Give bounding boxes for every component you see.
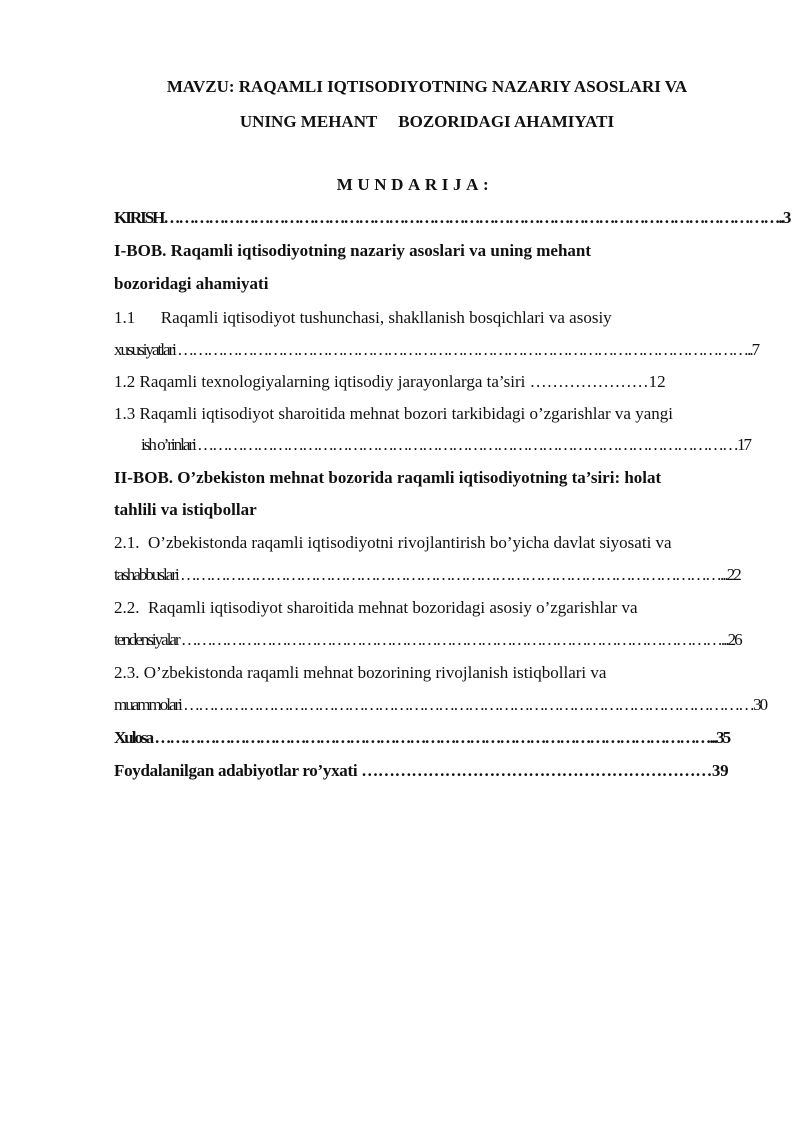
toc-line: muammolari ……………………………………………………………………………………………………30 (114, 695, 767, 714)
toc-line: ish o’rinlari ………………………………………………………………………………………………17 (141, 435, 751, 454)
toc-line: Foydalanilgan adabiyotlar ro’yxati ………………………………………………………39 (114, 761, 729, 780)
toc-line: I-BOB. Raqamli iqtisodiyotning nazariy asoslari va uning mehant (114, 241, 592, 260)
contents-heading: MUNDARIJA: (336, 175, 494, 194)
toc-line: tashabbuslari ………………………………………………………………………………………………...22 (114, 565, 740, 584)
document-title-line-1: MAVZU: RAQAMLI IQTISODIYOTNING NAZARIY ASOSLARI VA (166, 77, 688, 96)
toc-line: tendensiyalar ………………………………………………………………………………………………...26 (114, 630, 741, 649)
toc-line: bozoridagi ahamiyati (114, 274, 269, 293)
toc-line: 1.2 Raqamli texnologiyalarning iqtisodiy jarayonlarga ta’siri …………………12 (114, 372, 666, 391)
toc-line: 1.3 Raqamli iqtisodiyot sharoitida mehnat bozori tarkibidagi o’zgarishlar va yangi (114, 404, 673, 423)
toc-line: tahlili va istiqbollar (114, 500, 257, 519)
toc-line: 2.2. Raqamli iqtisodiyot sharoitida mehnat bozoridagi asosiy o’zgarishlar va (114, 598, 638, 617)
toc-line: 2.3. O’zbekistonda raqamli mehnat bozorining rivojlanish istiqbollari va (114, 663, 607, 682)
document-title-line-2: UNING MEHANT BOZORIDAGI AHAMIYATI (239, 112, 615, 131)
toc-line: 1.1 Raqamli iqtisodiyot tushunchasi, shakllanish bosqichlari va asosiy (114, 308, 612, 327)
toc-line: xususiyatlari ……………………………………………………………………………………………………..7 (114, 340, 759, 359)
toc-line: Xulosa …………………………………………………………………………………………………...35 (114, 728, 730, 747)
toc-line: II-BOB. O’zbekiston mehnat bozorida raqamli iqtisodiyotning ta’siri: holat (114, 468, 662, 487)
toc-line: 2.1. O’zbekistonda raqamli iqtisodiyotni rivojlantirish bo’yicha davlat siyosati va (114, 533, 672, 552)
toc-line: KIRISH……………………………………………………………………………………………………………..3 (114, 208, 790, 227)
